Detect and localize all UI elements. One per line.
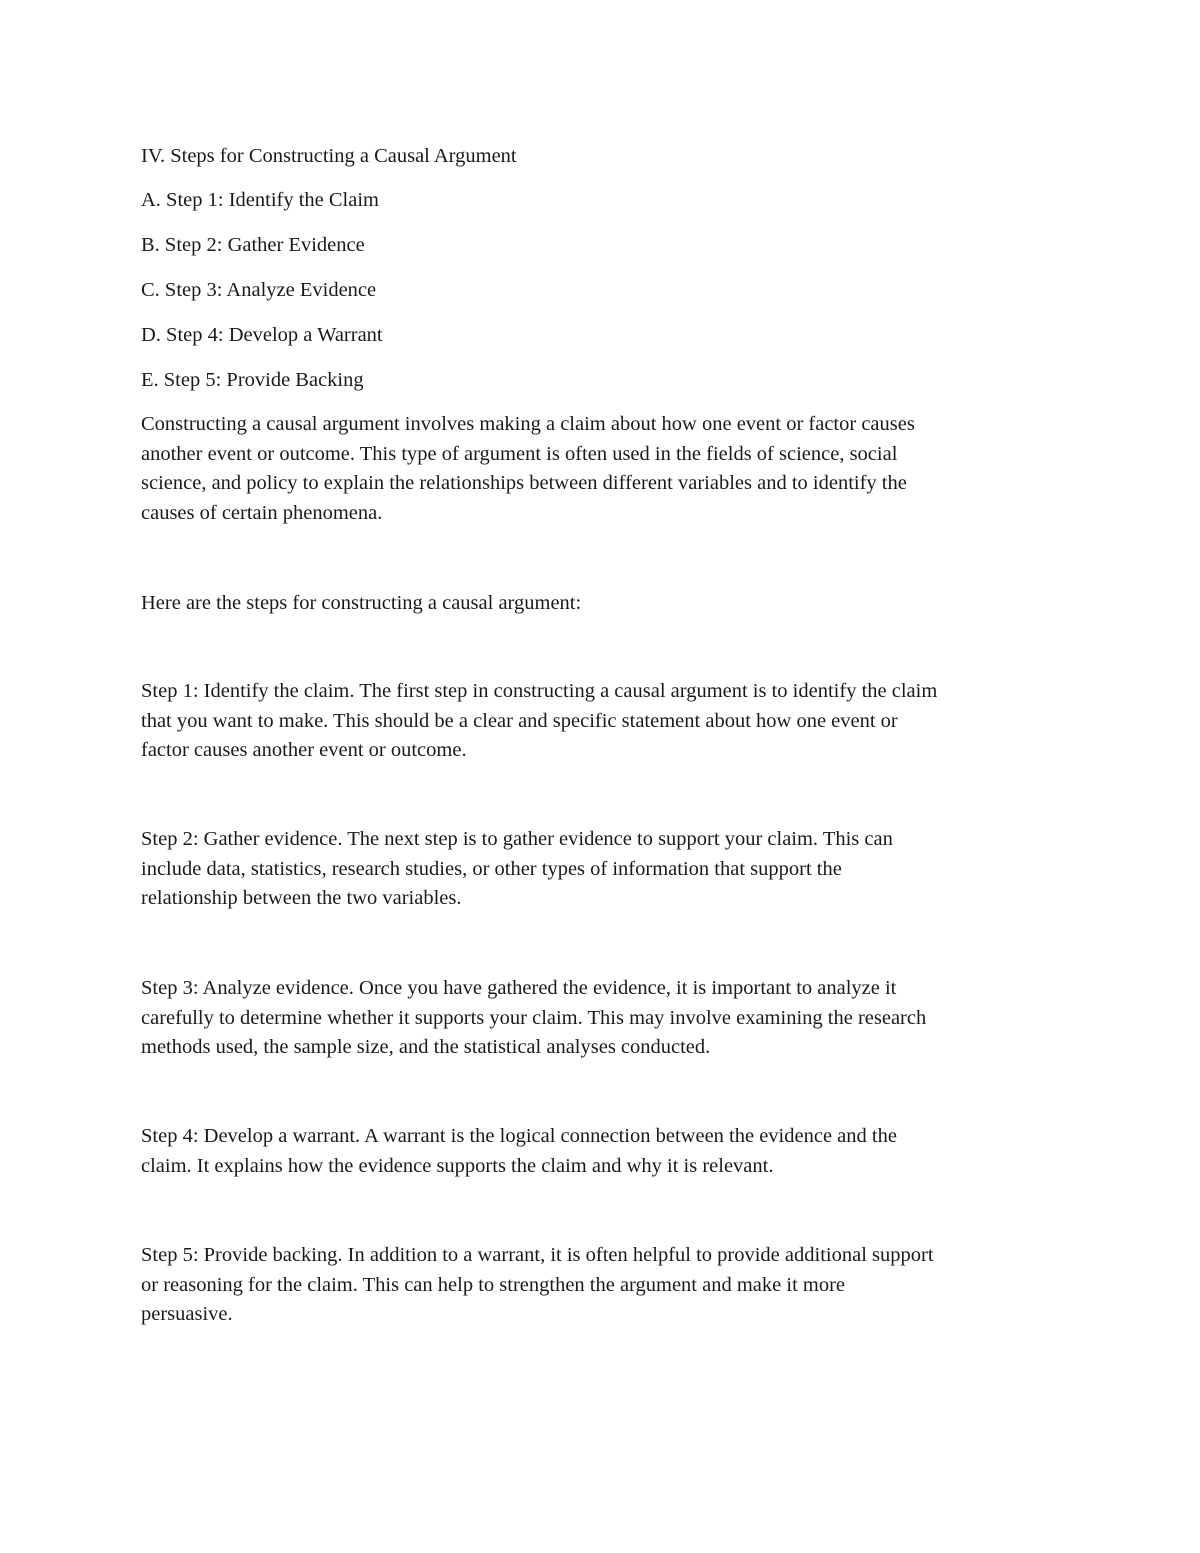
intro-line: science, and policy to explain the relationships between different variables and to identify the [141,472,907,495]
step-line: Step 3: Analyze evidence. Once you have gathered the evidence, it is important to analyze it [141,977,897,999]
intro-line: another event or outcome. This type of argument is often used in the fields of science, social [141,442,898,465]
intro-line: causes of certain phenomena. [141,501,383,524]
step-line: include data, statistics, research studies, or other types of information that support the [141,857,842,880]
step-5-paragraph [141,1241,1061,1330]
intro-paragraph [141,410,1061,528]
outline-item-a: A. Step 1: Identify the Claim [141,189,379,211]
step-line: carefully to determine whether it supports your claim. This may involve examining the research [141,1006,927,1029]
step-line: or reasoning for the claim. This can help to strengthen the argument and make it more [141,1273,846,1296]
outline-item-d: D. Step 4: Develop a Warrant [141,324,383,346]
step-line: claim. It explains how the evidence supports the claim and why it is relevant. [141,1154,774,1177]
lead-in-sentence: Here are the steps for constructing a causal argument: [141,592,582,614]
outline-item-c: C. Step 3: Analyze Evidence [141,279,377,301]
step-4-paragraph [141,1122,1061,1181]
step-line: Step 4: Develop a warrant. A warrant is the logical connection between the evidence and the [141,1125,897,1147]
step-line: Step 5: Provide backing. In addition to a warrant, it is often helpful to provide additional support [141,1244,934,1266]
step-3-paragraph [141,974,1061,1063]
step-2-paragraph [141,825,1061,914]
step-line: Step 1: Identify the claim. The first step in constructing a causal argument is to identify the claim [141,680,938,702]
step-line: factor causes another event or outcome. [141,739,467,762]
outline-item-b: B. Step 2: Gather Evidence [141,234,365,256]
step-line: methods used, the sample size, and the statistical analyses conducted. [141,1036,711,1059]
step-line: relationship between the two variables. [141,887,462,910]
step-line: Step 2: Gather evidence. The next step is to gather evidence to support your claim. This can [141,828,893,850]
intro-line: Constructing a causal argument involves making a claim about how one event or factor causes [141,413,915,435]
step-1-paragraph [141,677,1061,766]
outline-item-e: E. Step 5: Provide Backing [141,369,364,391]
step-line: persuasive. [141,1303,233,1326]
step-line: that you want to make. This should be a clear and specific statement about how one event or [141,709,898,732]
section-heading: IV. Steps for Constructing a Causal Argument [141,145,517,167]
